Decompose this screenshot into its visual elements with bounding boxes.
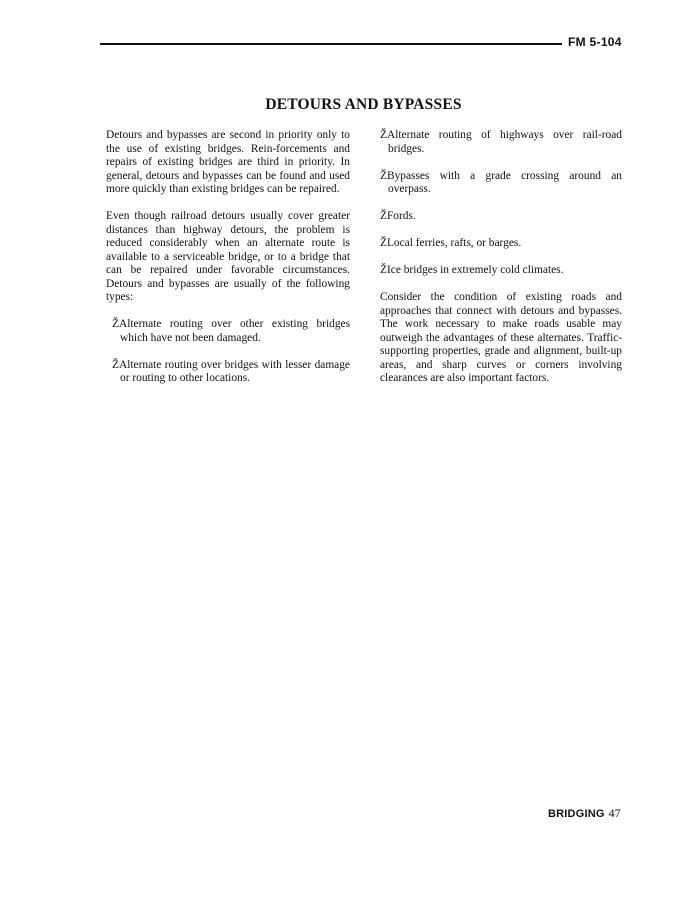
bullet-marker: Ž xyxy=(380,237,387,249)
bullet-text: Ice bridges in extremely cold climates. xyxy=(386,264,564,276)
document-code: FM 5-104 xyxy=(568,35,622,49)
bullet-item xyxy=(380,237,622,251)
left-paragraph-2: Even though railroad detours usually cover greater distances than highway detours, the problem is reduced considerably when an alternate route is available to a serviceable bridge, or to a bridge that can be repaired under favorable circumstances. Detours and bypasses are usually of the following types: xyxy=(106,210,350,303)
bullet-item xyxy=(380,264,622,278)
page-number: 47 xyxy=(608,806,621,820)
right-column xyxy=(380,129,622,399)
left-column xyxy=(106,129,350,399)
page-title: DETOURS AND BYPASSES xyxy=(265,96,462,113)
bullet-marker: Ž xyxy=(380,264,387,276)
bullet-item xyxy=(380,210,622,224)
bullet-marker: Ž xyxy=(380,129,387,141)
bullet-text: Bypasses with a grade crossing around an overpass. xyxy=(386,169,622,195)
header-rule xyxy=(100,43,562,45)
bullet-marker: Ž xyxy=(380,169,387,182)
bullet-marker: Ž xyxy=(112,318,119,330)
bullet-text: Alternate routing over bridges with lesser damage or routing to other locations. xyxy=(118,358,350,384)
right-paragraph-1: Consider the condition of existing roads and approaches that connect with detours and bypasses. The work necessary to make roads usable may outweigh the advantages of these alternates. Traffic-supporting properties, grade and alignment, built-up areas, and sharp curves or corners involving clearances are also important factors. xyxy=(380,291,622,384)
bullet-item xyxy=(106,318,350,345)
bullet-text: Fords. xyxy=(386,210,416,222)
bullet-text: Alternate routing over other existing bridges which have not been damaged. xyxy=(118,318,350,344)
bullet-marker: Ž xyxy=(112,358,119,371)
left-paragraph-1: Detours and bypasses are second in priority only to the use of existing bridges. Rein-forcements and repairs of existing bridges are third in priority. In general, detours and bypasses can be found and used more quickly than existing bridges can be repaired. xyxy=(106,129,350,195)
bullet-text: Alternate routing of highways over rail-road bridges. xyxy=(386,129,622,155)
bullet-item xyxy=(380,129,622,156)
bullet-text: Local ferries, rafts, or barges. xyxy=(386,237,522,249)
footer-section-title: BRIDGING xyxy=(548,808,605,820)
bullet-item xyxy=(380,170,622,197)
page-footer xyxy=(548,806,621,821)
bullet-item xyxy=(106,359,350,386)
bullet-marker: Ž xyxy=(380,210,387,222)
